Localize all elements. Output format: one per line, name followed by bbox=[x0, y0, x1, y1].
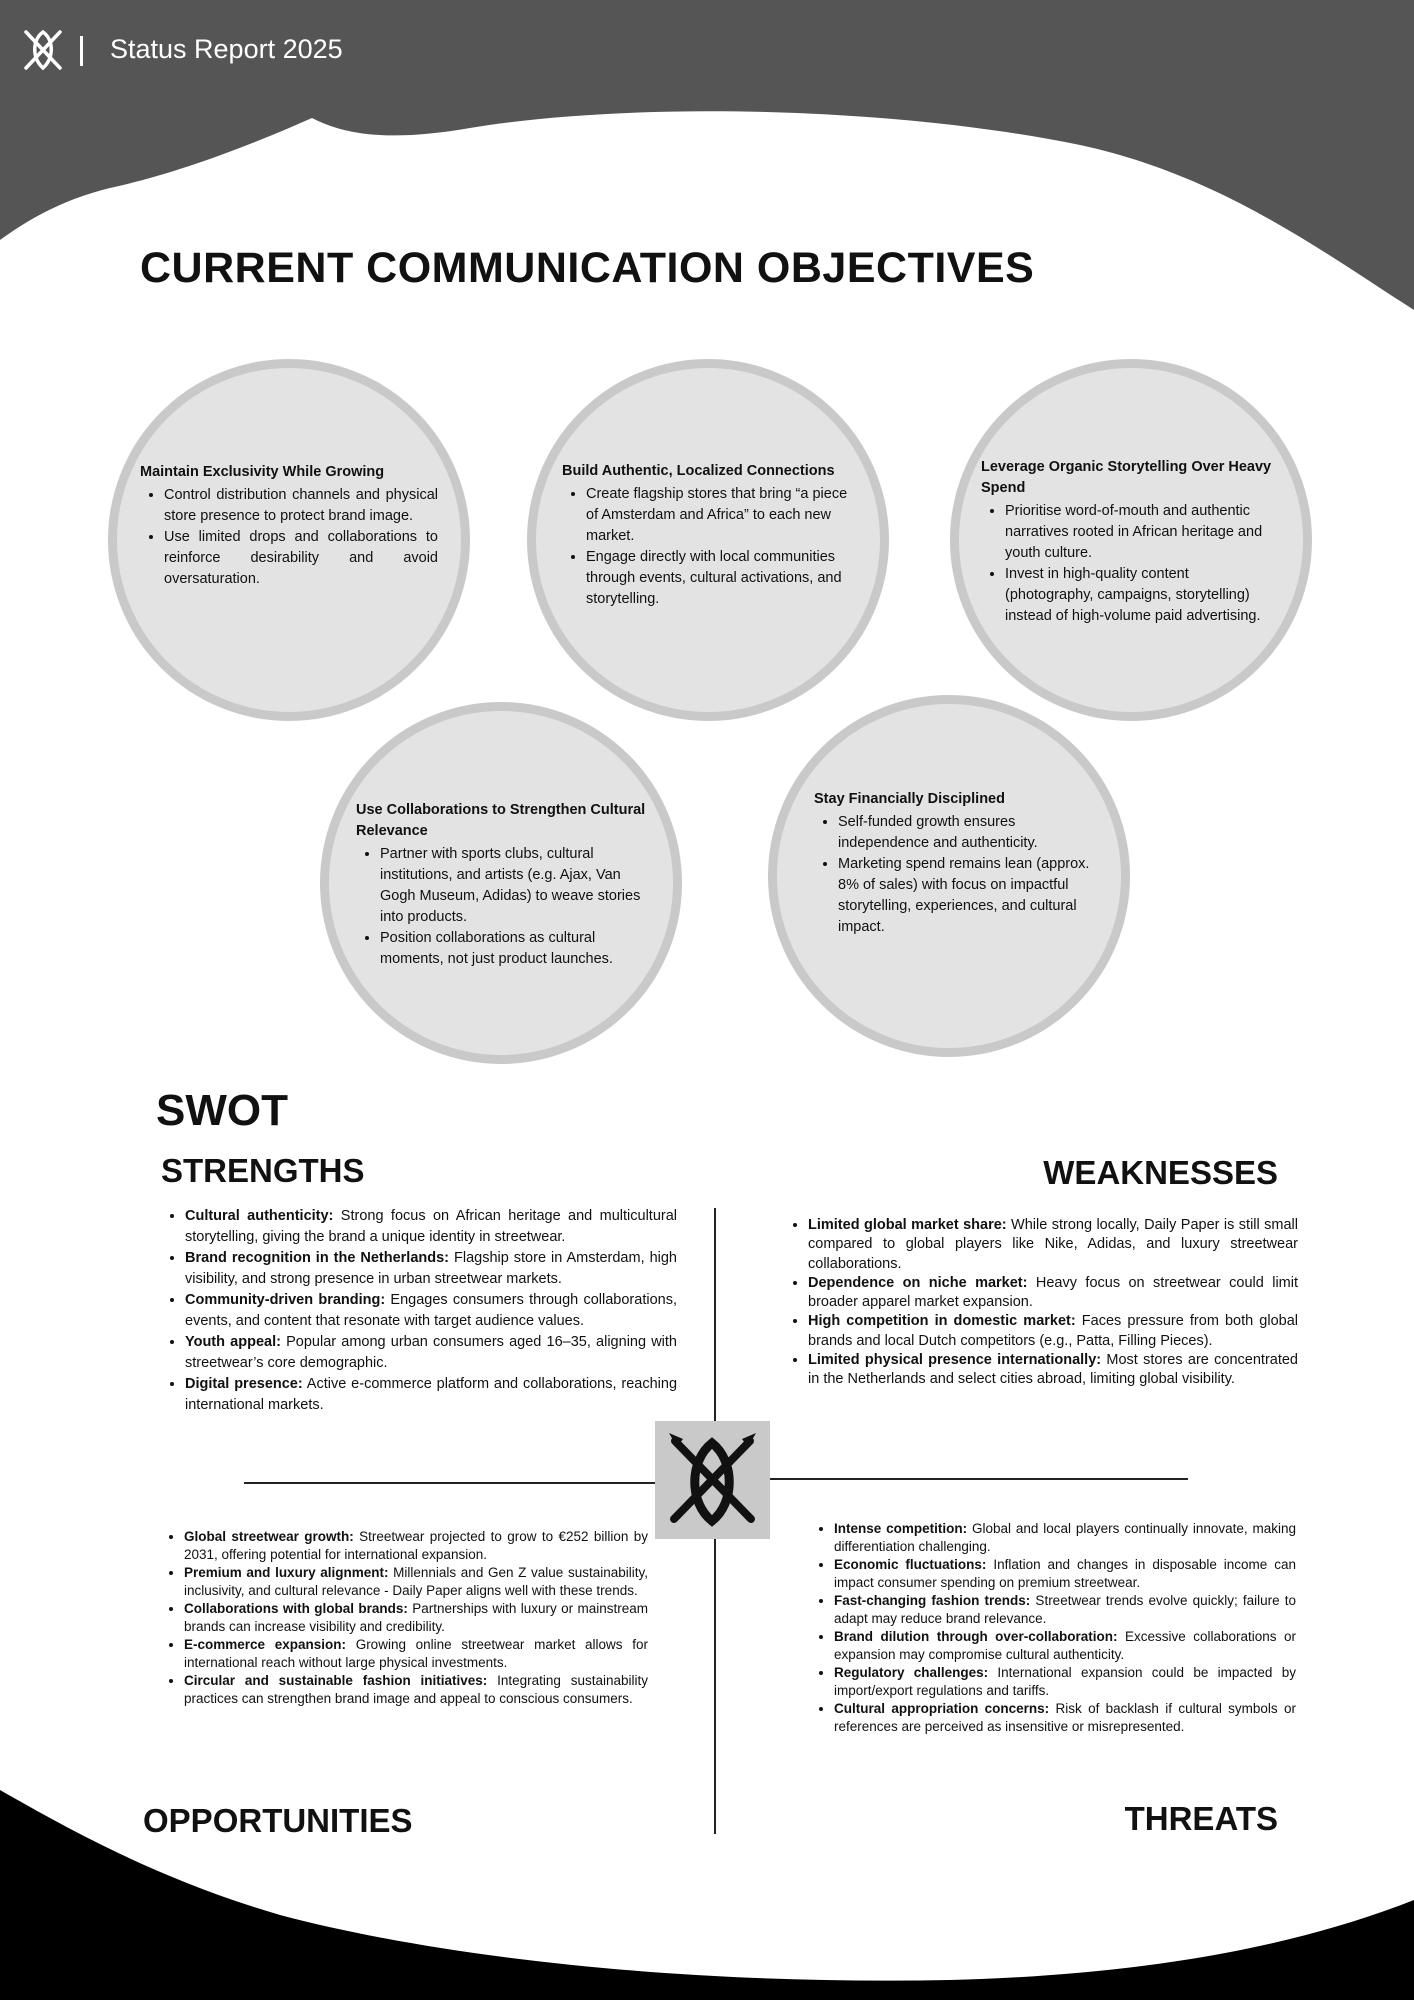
objective-4 bbox=[356, 800, 656, 970]
objective-bullet: • Partner with sports clubs, cultural institutions, and artists (e.g. Ajax, Van Gogh Museum, Adidas) to weave stories into products. bbox=[380, 844, 656, 928]
header-title: Status Report 2025 bbox=[110, 34, 343, 64]
list-item bbox=[185, 1248, 677, 1290]
item-text: Global and local players continually innovate, making differentiation challenging. bbox=[834, 1521, 1296, 1554]
objectives-heading: CURRENT COMMUNICATION OBJECTIVES bbox=[140, 244, 1035, 292]
objective-2 bbox=[562, 461, 862, 610]
item-text: While strong locally, Daily Paper is still small compared to global players like Nike, Adidas, and luxury streetwear collaborations. bbox=[808, 1217, 1298, 1272]
item-term: Fast-changing fashion trends: bbox=[834, 1593, 1031, 1608]
item-text: Flagship store in Amsterdam, high visibility, and strong presence in urban streetwear markets. bbox=[185, 1250, 677, 1287]
swot-divider-left bbox=[244, 1482, 656, 1484]
item-term: Economic fluctuations: bbox=[834, 1557, 987, 1572]
list-item bbox=[184, 1528, 648, 1564]
item-text: Partnerships with luxury or mainstream brands can increase visibility and credibility. bbox=[184, 1601, 648, 1634]
list-item bbox=[184, 1672, 648, 1708]
item-text: International expansion could be impacted by import/export regulations and tariffs. bbox=[834, 1665, 1296, 1698]
objective-title: Stay Financially Disciplined bbox=[814, 791, 1005, 807]
list-item bbox=[184, 1600, 648, 1636]
item-term: Premium and luxury alignment: bbox=[184, 1565, 389, 1580]
threats-list bbox=[812, 1520, 1296, 1736]
list-item bbox=[808, 1351, 1298, 1390]
item-text: Active e-commerce platform and collaborations, reaching international markets. bbox=[185, 1376, 678, 1413]
objective-bullet: • Prioritise word-of-mouth and authentic narratives rooted in African heritage and youth culture. bbox=[1005, 501, 1281, 564]
header-separator bbox=[80, 36, 83, 66]
objective-title: Use Collaborations to Strengthen Cultural Relevance bbox=[356, 802, 646, 839]
list-item bbox=[185, 1332, 677, 1374]
objective-title: Build Authentic, Localized Connections bbox=[562, 463, 835, 479]
item-text: Heavy focus on streetwear could limit broader apparel market expansion. bbox=[808, 1274, 1299, 1311]
item-term: Regulatory challenges: bbox=[834, 1665, 989, 1680]
objective-bullet: • Marketing spend remains lean (approx. 8% of sales) with focus on impactful storytelling, experiences, and cultural impact. bbox=[838, 854, 1104, 938]
shield-spears-icon bbox=[655, 1421, 770, 1539]
opportunities-heading: OPPORTUNITIES bbox=[143, 1802, 413, 1839]
objective-bullet: • Position collaborations as cultural moments, not just product launches. bbox=[380, 928, 656, 970]
item-text: Most stores are concentrated in the Netherlands and select cities abroad, limiting global visibility. bbox=[808, 1352, 1298, 1388]
objective-bullet: • Engage directly with local communities through events, cultural activations, and storytelling. bbox=[586, 547, 862, 610]
weaknesses-heading: WEAKNESSES bbox=[1043, 1154, 1278, 1191]
objective-1 bbox=[140, 462, 438, 590]
list-item bbox=[184, 1636, 648, 1672]
swot-divider-right bbox=[770, 1478, 1188, 1480]
objective-title: Maintain Exclusivity While Growing bbox=[140, 464, 385, 480]
swot-divider-top bbox=[714, 1208, 716, 1422]
item-term: Youth appeal: bbox=[185, 1334, 281, 1350]
item-text: Integrating sustainability practices can strengthen brand image and appeal to conscious consumers. bbox=[184, 1673, 648, 1706]
objective-bullet: • Control distribution channels and physical store presence to protect brand image. bbox=[164, 485, 438, 527]
item-term: Digital presence: bbox=[185, 1376, 303, 1392]
item-text: Faces pressure from both global brands and local Dutch competitors (e.g., Patta, Filling Pieces). bbox=[808, 1313, 1299, 1349]
strengths-heading: STRENGTHS bbox=[161, 1152, 365, 1189]
item-text: Growing online streetwear market allows for international reach without large physical investments. bbox=[184, 1637, 648, 1670]
item-term: Limited global market share: bbox=[808, 1217, 1007, 1233]
item-term: Intense competition: bbox=[834, 1521, 968, 1536]
item-text: Risk of backlash if cultural symbols or references are perceived as insensitive or misrepresented. bbox=[834, 1701, 1296, 1734]
item-term: E-commerce expansion: bbox=[184, 1637, 346, 1652]
item-term: Global streetwear growth: bbox=[184, 1529, 354, 1544]
list-item bbox=[834, 1700, 1296, 1736]
list-item bbox=[808, 1216, 1298, 1274]
item-term: Community-driven branding: bbox=[185, 1292, 386, 1308]
list-item bbox=[834, 1520, 1296, 1556]
item-text: Strong focus on African heritage and multicultural storytelling, giving the brand a unique identity in streetwear. bbox=[185, 1208, 677, 1245]
item-term: Collaborations with global brands: bbox=[184, 1601, 408, 1616]
list-item bbox=[834, 1664, 1296, 1700]
item-term: Limited physical presence internationally: bbox=[808, 1352, 1102, 1369]
list-item bbox=[185, 1290, 677, 1332]
objective-bullet: • Create flagship stores that bring “a piece of Amsterdam and Africa” to each new market. bbox=[586, 484, 862, 547]
item-term: Cultural authenticity: bbox=[185, 1208, 334, 1224]
objective-bullet: • Self-funded growth ensures independence and authenticity. bbox=[838, 812, 1104, 854]
item-text: Engages consumers through collaborations, events, and content that resonate with target audience values. bbox=[185, 1292, 677, 1329]
list-item bbox=[834, 1592, 1296, 1628]
item-term: Brand dilution through over-collaboration: bbox=[834, 1629, 1118, 1644]
threats-heading: THREATS bbox=[1124, 1800, 1278, 1837]
swot-heading: SWOT bbox=[156, 1086, 288, 1135]
item-text: Excessive collaborations or expansion may compromise cultural authenticity. bbox=[834, 1629, 1296, 1662]
shield-spears-icon bbox=[20, 24, 66, 74]
list-item bbox=[185, 1206, 677, 1248]
item-term: Cultural appropriation concerns: bbox=[834, 1701, 1050, 1716]
list-item bbox=[834, 1628, 1296, 1664]
item-term: Brand recognition in the Netherlands: bbox=[185, 1250, 450, 1266]
objective-bullet: • Invest in high-quality content (photography, campaigns, storytelling) instead of high-volume paid advertising. bbox=[1005, 564, 1281, 627]
list-item bbox=[184, 1564, 648, 1600]
swot-center-box bbox=[655, 1421, 770, 1539]
item-text: Streetwear trends evolve quickly; failure to adapt may reduce brand relevance. bbox=[834, 1593, 1296, 1626]
opportunities-list bbox=[162, 1528, 648, 1708]
swot-divider-bottom bbox=[714, 1538, 716, 1834]
objective-3 bbox=[981, 457, 1281, 627]
item-text: Inflation and changes in disposable income can impact consumer spending on premium streetwear. bbox=[834, 1557, 1296, 1590]
objective-5 bbox=[814, 789, 1104, 938]
item-text: Popular among urban consumers aged 16–35, aligning with streetwear’s core demographic. bbox=[185, 1334, 677, 1371]
item-text: Millennials and Gen Z value sustainability, inclusivity, and cultural relevance - Daily Paper aligns well with these trends. bbox=[184, 1565, 648, 1598]
objective-title: Leverage Organic Storytelling Over Heavy Spend bbox=[981, 459, 1272, 496]
list-item bbox=[834, 1556, 1296, 1592]
list-item bbox=[808, 1274, 1298, 1313]
weaknesses-list bbox=[786, 1216, 1298, 1390]
objective-bullet: • Use limited drops and collaborations to reinforce desirability and avoid oversaturation. bbox=[164, 527, 438, 590]
item-term: Circular and sustainable fashion initiatives: bbox=[184, 1673, 488, 1688]
item-text: Streetwear projected to grow to €252 billion by 2031, offering potential for international expansion. bbox=[184, 1529, 648, 1562]
strengths-list bbox=[163, 1206, 677, 1416]
item-term: High competition in domestic market: bbox=[808, 1313, 1076, 1330]
item-term: Dependence on niche market: bbox=[808, 1274, 1028, 1291]
list-item bbox=[185, 1374, 677, 1416]
list-item bbox=[808, 1312, 1298, 1351]
